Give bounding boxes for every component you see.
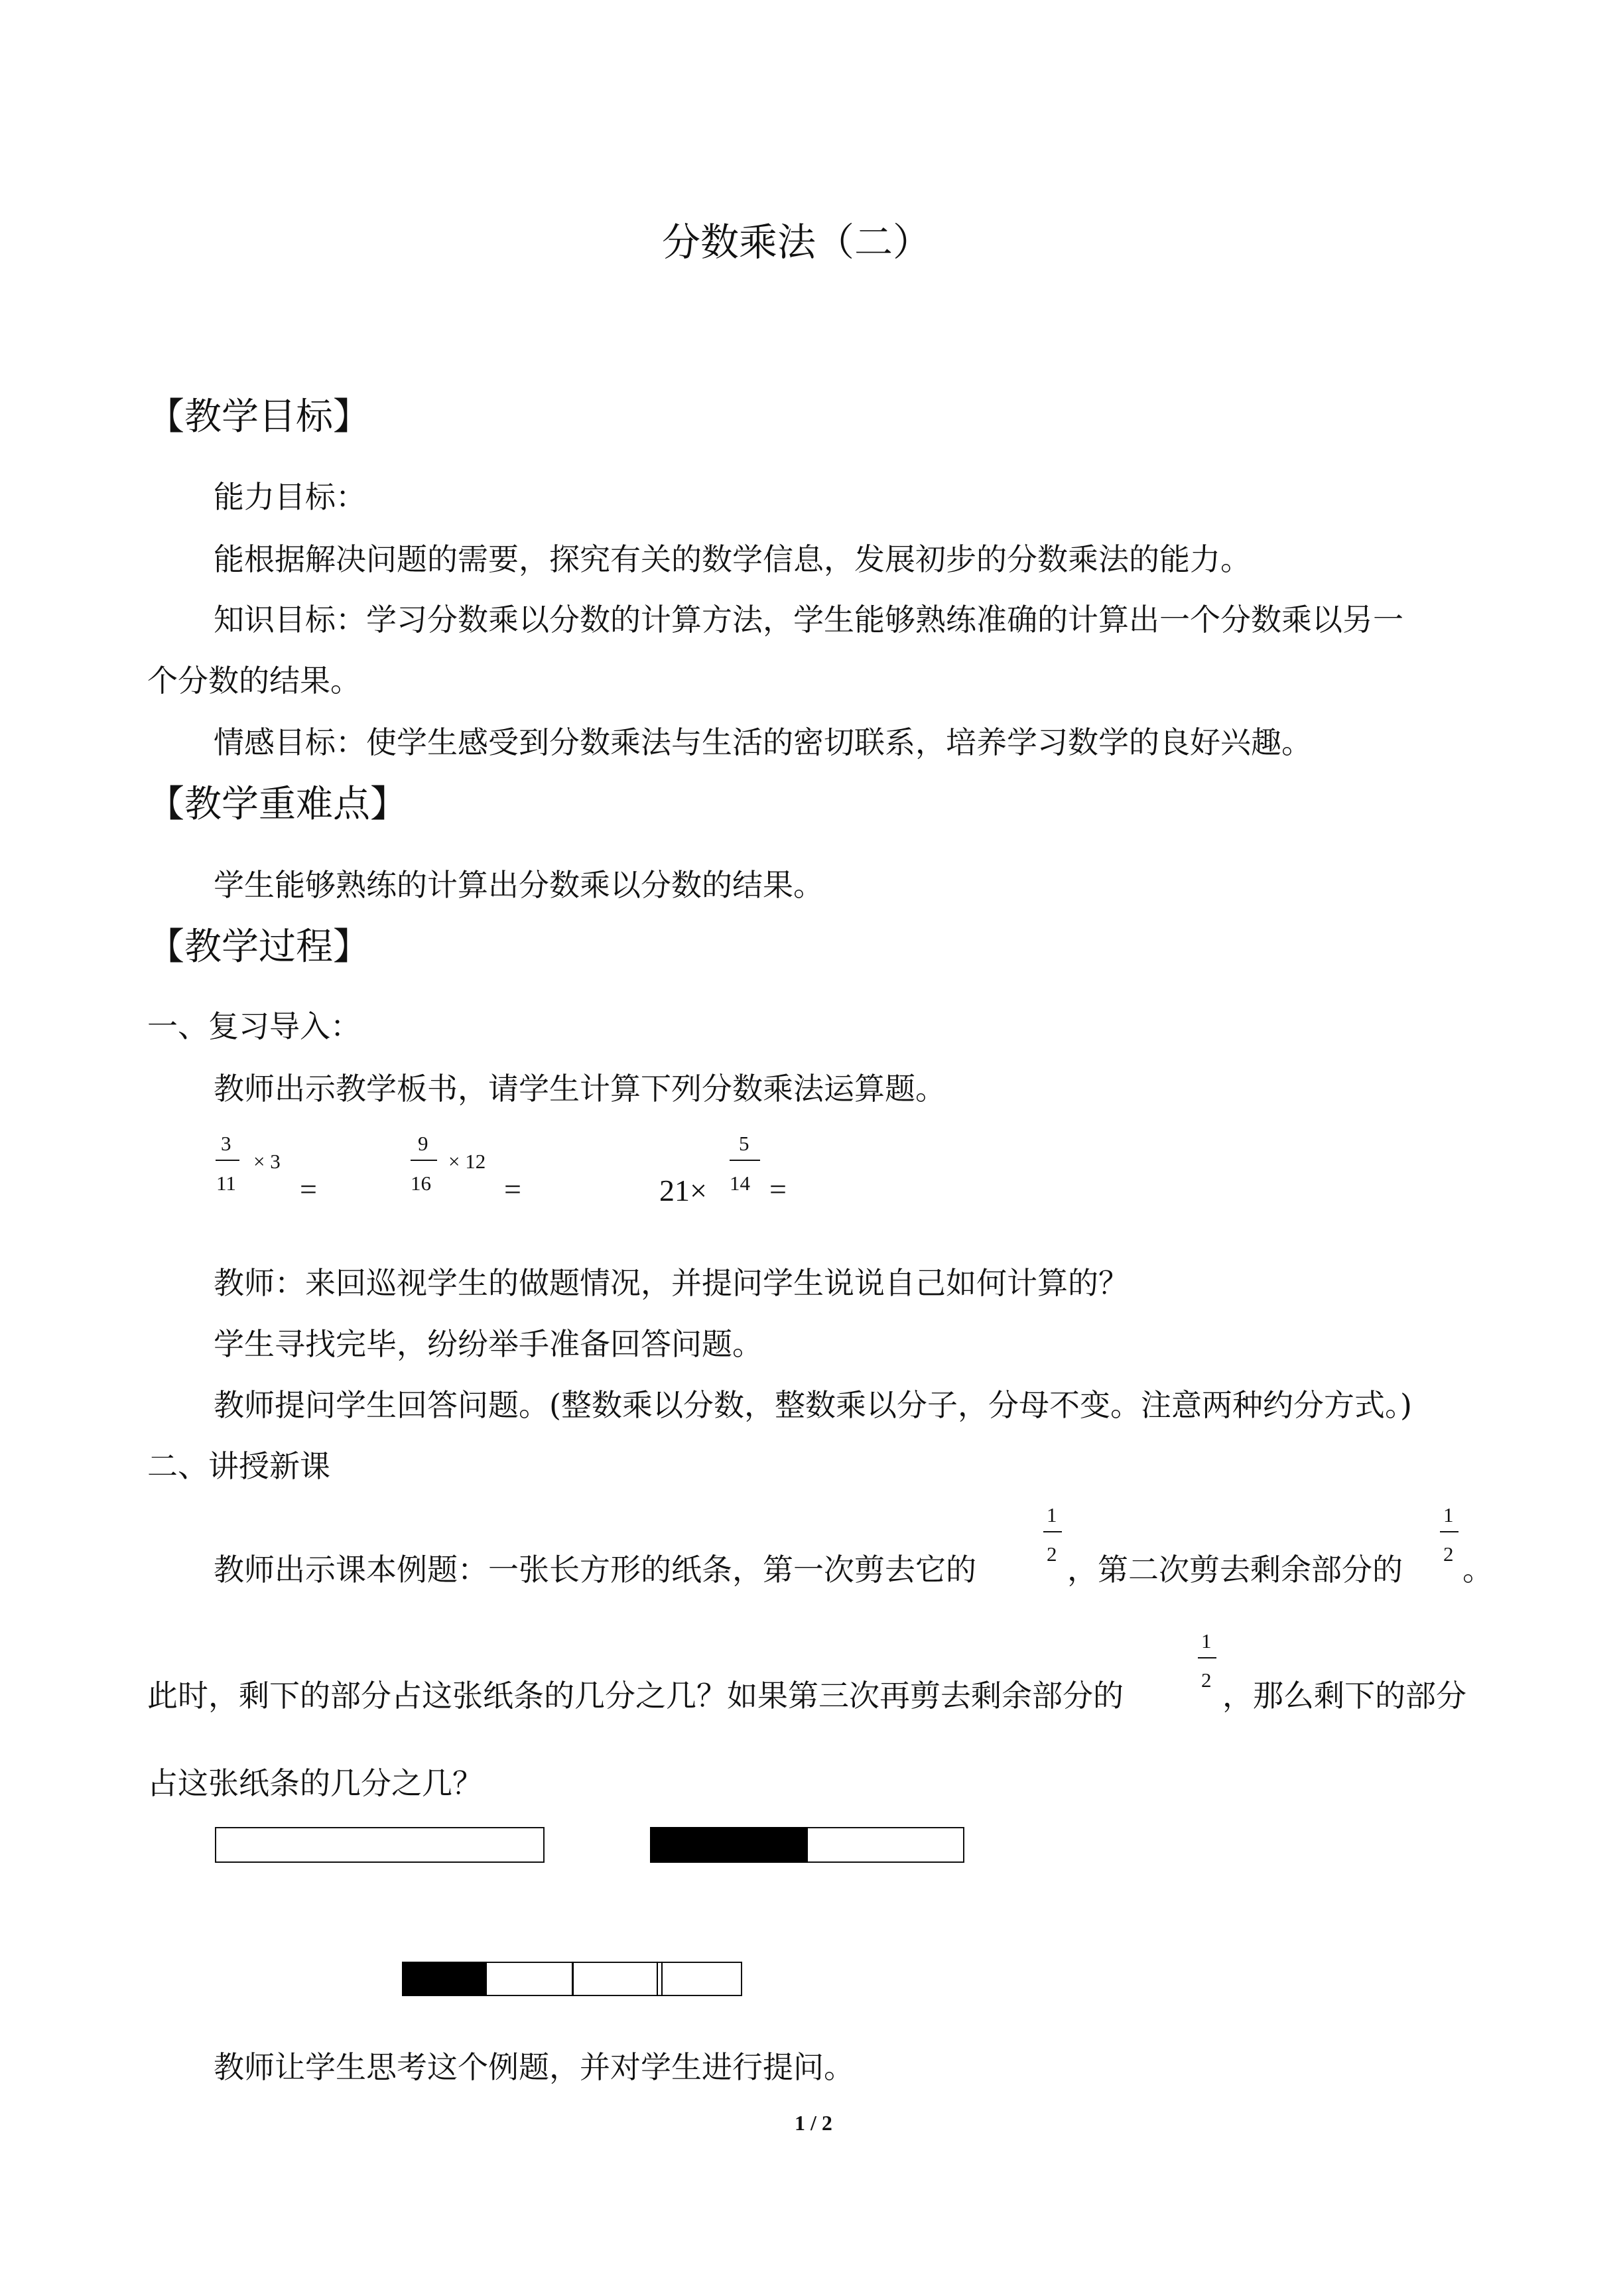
example-line2-a: 此时，剩下的部分占这张纸条的几分之几？如果第三次再剪去剩余部分的	[147, 1678, 1124, 1714]
example-line1-b: ，第二次剪去剩余部分的	[1067, 1552, 1403, 1587]
knowledge-text-line2: 个分数的结果。	[147, 663, 361, 699]
example-line3: 占这张纸条的几分之几？	[147, 1765, 483, 1801]
part1-line1: 教师出示教学板书，请学生计算下列分数乘法运算题。	[214, 1071, 946, 1107]
part1-heading: 一、复习导入：	[147, 1008, 361, 1044]
exercise-1-multiplier: × 3	[253, 1150, 281, 1173]
strip-divider-3	[661, 1962, 663, 1996]
fraction-half-3-bar	[1198, 1657, 1216, 1658]
fraction-half-3-denominator: 2	[1201, 1668, 1212, 1692]
exercise-1-numerator: 3	[221, 1132, 231, 1155]
part1-line2: 教师：来回巡视学生的做题情况，并提问学生说说自己如何计算的？	[214, 1265, 1129, 1301]
exercise-2-equals: =	[504, 1172, 521, 1206]
section-goals-heading: 【教学目标】	[147, 395, 370, 439]
ability-label: 能力目标：	[214, 479, 366, 515]
exercise-1-fraction-bar	[216, 1160, 239, 1161]
part2-heading: 二、讲授新课	[147, 1448, 330, 1484]
fraction-half-2-denominator: 2	[1443, 1542, 1454, 1566]
example-line1-c: 。	[1462, 1552, 1493, 1587]
exercise-1-denominator: 11	[216, 1172, 236, 1195]
part1-line4: 教师提问学生回答问题。(整数乘以分数，整数乘以分子，分母不变。注意两种约分方式。)	[214, 1387, 1412, 1423]
page-number: 1 / 2	[795, 2111, 832, 2135]
exercise-1-equals: =	[300, 1172, 317, 1206]
key-text: 学生能够熟练的计算出分数乘以分数的结果。	[214, 867, 824, 903]
knowledge-text-line1: 知识目标：学习分数乘以分数的计算方法，学生能够熟练准确的计算出一个分数乘以另一	[214, 602, 1403, 638]
strip-half-cut-part	[650, 1827, 808, 1863]
section-key-heading: 【教学重难点】	[147, 783, 407, 826]
section-process-heading: 【教学过程】	[147, 925, 370, 969]
exercise-3-denominator: 14	[730, 1172, 750, 1195]
exercise-2-fraction-bar	[411, 1160, 437, 1161]
final-line: 教师让学生思考这个例题，并对学生进行提问。	[214, 2049, 854, 2085]
fraction-half-1-denominator: 2	[1047, 1542, 1057, 1566]
strip-divider-2	[657, 1962, 658, 1996]
fraction-half-2-numerator: 1	[1443, 1503, 1454, 1526]
example-line1-a: 教师出示课本例题：一张长方形的纸条，第一次剪去它的	[214, 1552, 976, 1587]
example-line2-b: ，那么剩下的部分	[1222, 1678, 1466, 1714]
strip-divider-1	[572, 1962, 574, 1996]
exercise-3-prefix: 21×	[659, 1174, 707, 1207]
emotion-text: 情感目标：使学生感受到分数乘法与生活的密切联系，培养学习数学的良好兴趣。	[214, 724, 1312, 760]
exercise-2-multiplier: × 12	[448, 1150, 486, 1173]
fraction-half-2-bar	[1440, 1531, 1459, 1532]
fraction-half-3-numerator: 1	[1201, 1629, 1212, 1653]
page-title: 分数乘法（二）	[662, 220, 932, 265]
fraction-half-1-numerator: 1	[1047, 1503, 1057, 1526]
exercise-2-numerator: 9	[418, 1132, 428, 1155]
part1-line3: 学生寻找完毕，纷纷举手准备回答问题。	[214, 1326, 763, 1362]
exercise-3-equals: =	[769, 1172, 787, 1206]
strip-quarter-cut-part	[402, 1962, 487, 1996]
exercise-2-denominator: 16	[411, 1172, 431, 1195]
exercise-3-numerator: 5	[739, 1132, 749, 1155]
strip-whole	[215, 1827, 545, 1863]
ability-text: 能根据解决问题的需要，探究有关的数学信息，发展初步的分数乘法的能力。	[214, 541, 1251, 577]
fraction-half-1-bar	[1043, 1531, 1062, 1532]
exercise-3-fraction-bar	[730, 1160, 760, 1161]
